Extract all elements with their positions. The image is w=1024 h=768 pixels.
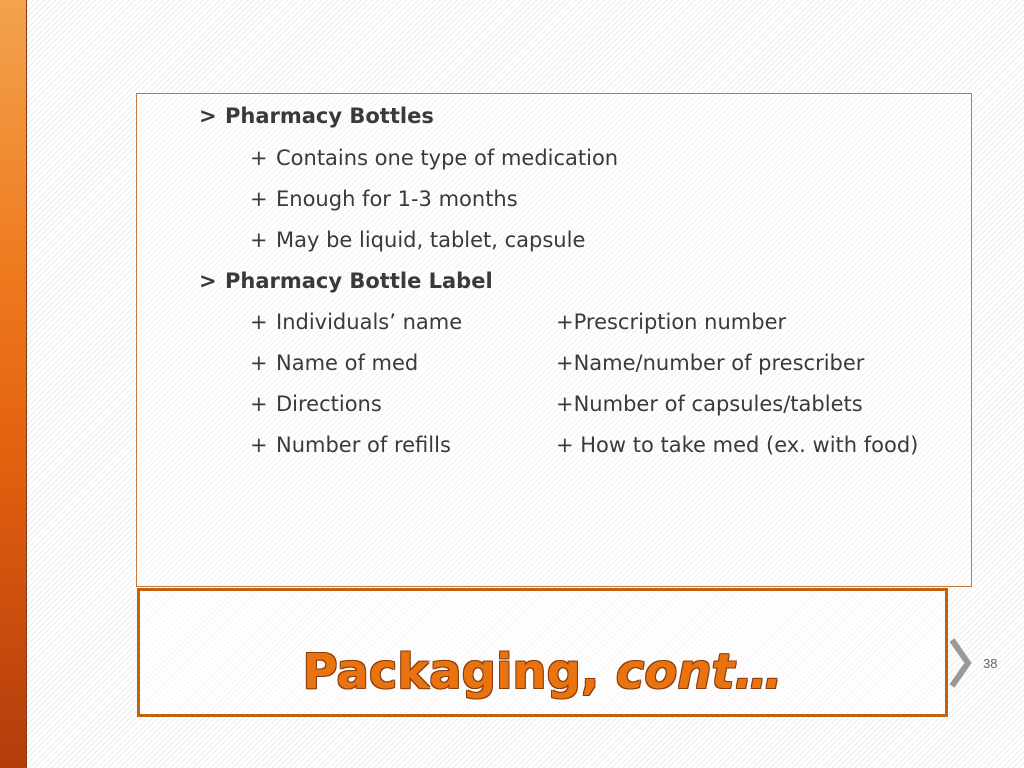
side-accent-bar [0, 0, 27, 768]
page-number: 38 [983, 656, 998, 671]
list-item-text: Individuals’ name [276, 310, 463, 334]
slide-title [137, 644, 948, 700]
list-item-right: +Number of capsules/tablets [556, 392, 863, 416]
list-item-text: Enough for 1-3 months [276, 187, 518, 211]
list-item-right: +Name/number of prescriber [556, 351, 865, 375]
list-item-text: Name of med [276, 351, 419, 375]
list-item-text: Contains one type of medication [276, 146, 619, 170]
title-italic-text: cont… [615, 644, 783, 700]
list-item [250, 145, 618, 171]
bullet-marker: > [199, 269, 217, 293]
title-main-text: Packaging, [302, 644, 616, 700]
list-item-right: +Prescription number [556, 310, 787, 334]
list-item [250, 309, 462, 335]
sub-marker: + [250, 433, 268, 457]
sub-marker: + [250, 310, 268, 334]
sub-marker: + [250, 351, 268, 375]
list-item-text: May be liquid, tablet, capsule [276, 228, 586, 252]
list-item [250, 391, 382, 417]
list-item-text: Directions [276, 392, 382, 416]
section-heading: Pharmacy Bottle Label [225, 269, 493, 293]
sub-marker: + [250, 392, 268, 416]
bullet-pharmacy-bottles [199, 103, 434, 129]
bullet-marker: > [199, 104, 217, 128]
list-item [250, 350, 418, 376]
chevron-right-icon[interactable] [948, 638, 972, 688]
list-item [250, 227, 585, 253]
sub-marker: + [250, 187, 268, 211]
list-item [250, 432, 451, 458]
bullet-pharmacy-bottle-label [199, 268, 493, 294]
sub-marker: + [250, 146, 268, 170]
section-heading: Pharmacy Bottles [225, 104, 434, 128]
list-item-text: Number of refills [276, 433, 451, 457]
list-item [250, 186, 518, 212]
sub-marker: + [250, 228, 268, 252]
list-item-right: + How to take med (ex. with food) [556, 433, 919, 457]
